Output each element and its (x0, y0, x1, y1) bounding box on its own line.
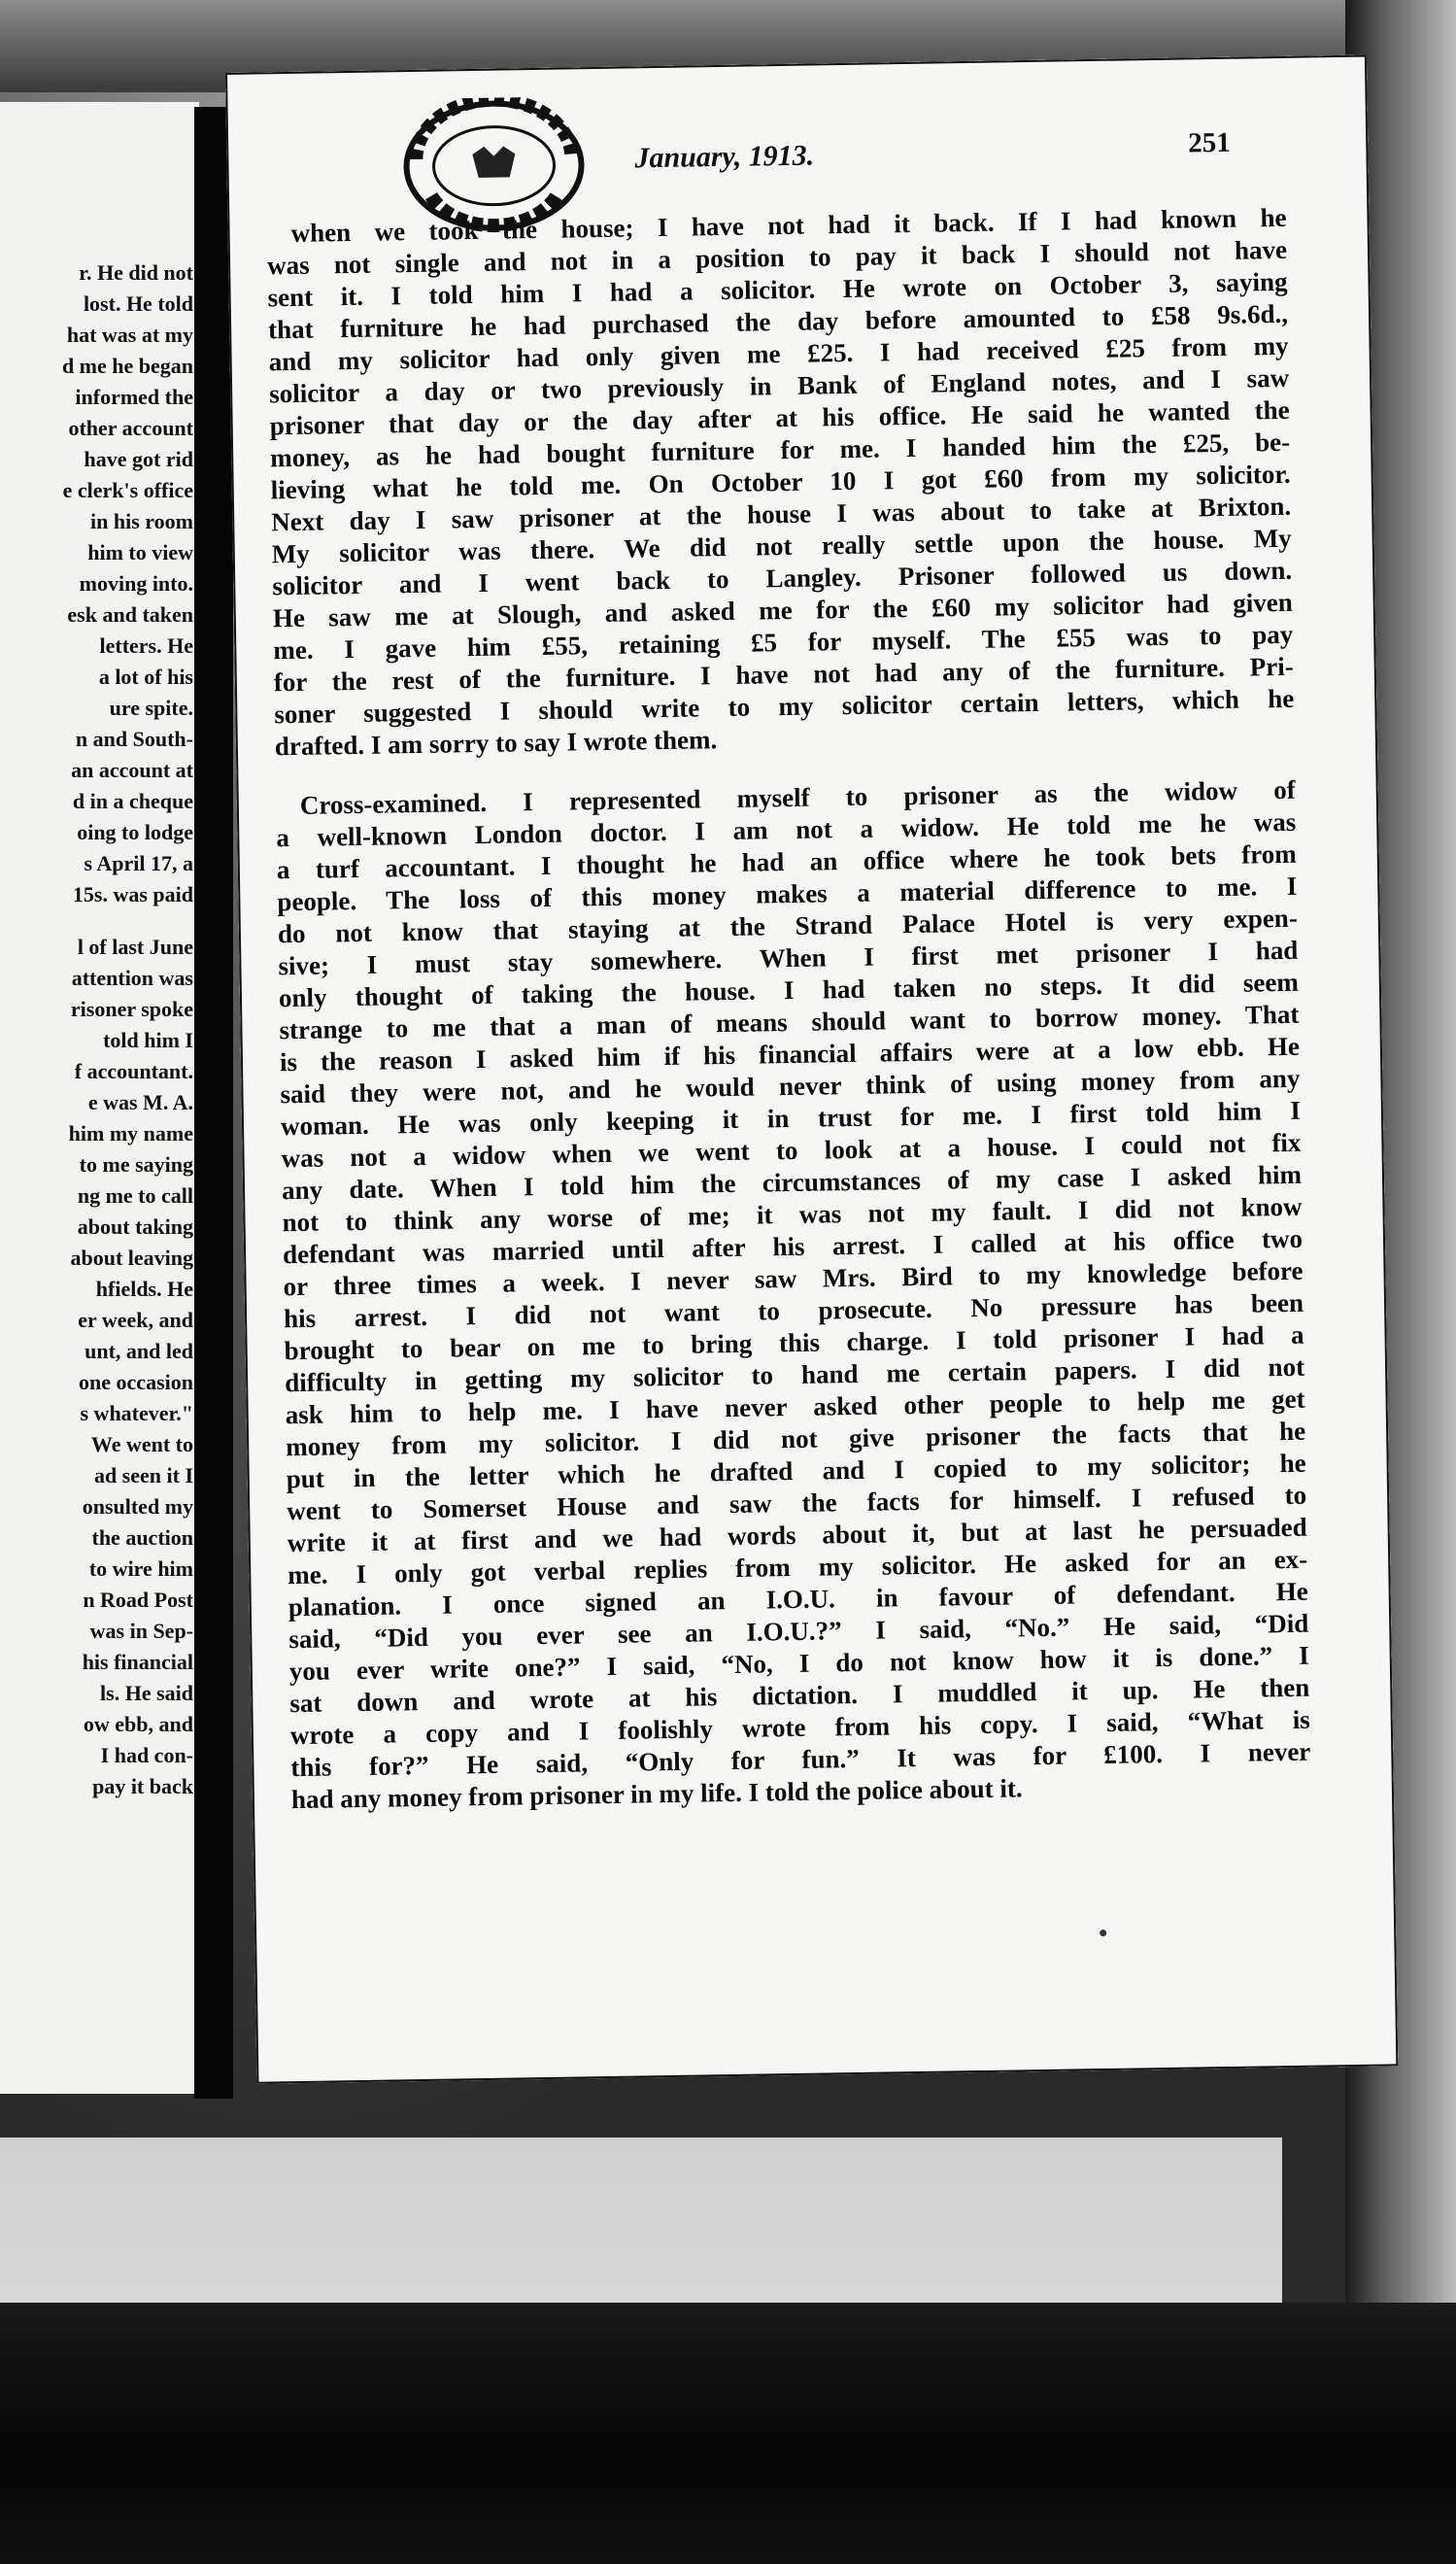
text-line: you ever write one?” I said, “No, I do not know how it is done.” I (288, 1640, 1309, 1687)
page-body (266, 202, 1311, 1816)
text-line: for the rest of the furniture. I have not had any of the furniture. Pri- (273, 651, 1294, 698)
left-page-line: s whatever." (80, 1401, 193, 1425)
left-page-line: oing to lodge (77, 820, 193, 844)
text-line: and my solicitor had only given me £25. I had received £25 from my (268, 330, 1289, 377)
left-page-line: We went to (90, 1432, 193, 1456)
left-page-line: told him I (103, 1028, 193, 1052)
left-page-line: e was M. A. (87, 1090, 193, 1114)
left-page-line: ad seen it I (93, 1463, 193, 1487)
text-line: strange to me that a man of means should want to borrow money. That (279, 999, 1300, 1045)
text-line: had any money from prisoner in my life. I told the police about it. (290, 1773, 1023, 1815)
left-page-text (0, 257, 193, 1802)
right-page (225, 55, 1398, 2084)
left-page-line: ls. He said (100, 1681, 193, 1705)
text-line: brought to bear on me to bring this charge. I told prisoner I had a (284, 1319, 1304, 1366)
text-line: a turf accountant. I thought he had an office where he took bets from (276, 838, 1297, 885)
text-line: ask him to help me. I have never asked other people to help me get (285, 1384, 1305, 1430)
text-line: do not know that staying at the Strand Palace Hotel is very expen- (277, 903, 1299, 949)
text-line: went to Somerset House and saw the facts for himself. I refused to (287, 1480, 1307, 1526)
left-page-line: e clerk's office (62, 478, 193, 502)
left-page-line: f accountant. (74, 1059, 193, 1083)
text-line: a well-known London doctor. I am not a widow. He told me he was (276, 806, 1297, 853)
text-line: sive; I must stay somewhere. When I first met prisoner I had (278, 935, 1299, 981)
paragraph-direct-testimony (266, 202, 1295, 763)
text-line: difficulty in getting my solicitor to hand me certain papers. I did not (284, 1351, 1305, 1398)
left-page-line: other account (68, 416, 193, 440)
text-line: any date. When I told him the circumstances of my case I asked him (281, 1159, 1303, 1206)
text-line: was not a widow when we went to look at a house. I could not fix (281, 1127, 1302, 1174)
left-page-line: to wire him (88, 1556, 193, 1581)
text-line: not to think any worse of me; it was not my fault. I did not know (282, 1191, 1303, 1238)
text-line: planation. I once signed an I.O.U. in favour of defendant. He (288, 1576, 1308, 1623)
text-line: wrote a copy and I foolishly wrote from his copy. I said, “What is (289, 1704, 1310, 1751)
left-page-line: him my name (68, 1121, 193, 1145)
left-page-line: an account at (71, 758, 193, 782)
text-line: money from my solicitor. I did not give prisoner the facts that he (285, 1416, 1306, 1462)
text-line: was not single and not in a position to pay it back I should not have (266, 234, 1288, 281)
left-page-line: have got rid (84, 447, 193, 471)
text-line: Cross-examined. I represented myself to prisoner as the widow of (299, 774, 1296, 820)
left-page-line: risoner spoke (70, 997, 193, 1021)
left-page-line: ng me to call (77, 1183, 193, 1208)
page-number: 251 (1188, 126, 1232, 159)
left-page-line: hat was at my (66, 323, 193, 347)
left-page-line: pay it back (92, 1774, 193, 1798)
text-line: when we took the house; I have not had it back. If I had known he (290, 202, 1287, 248)
left-page-line: him to view (87, 540, 193, 564)
left-page-line: about taking (77, 1214, 193, 1239)
left-page-line: about leaving (70, 1246, 193, 1270)
left-page-line: ure spite. (109, 696, 193, 720)
text-line: me. I only got verbal replies from my solicitor. He asked for an ex- (288, 1544, 1308, 1590)
left-page-line: 15s. was paid (72, 882, 193, 906)
left-page-line: d in a cheque (72, 789, 193, 813)
text-line: woman. He was only keeping it in trust for me. I first told him I (280, 1095, 1302, 1142)
left-page-line: in his room (90, 509, 193, 533)
left-page-line: the auction (91, 1525, 193, 1550)
text-line: me. I gave him £55, retaining £5 for myself. The £55 was to pay (273, 619, 1294, 666)
running-title: January, 1913. (634, 139, 815, 175)
left-page (0, 102, 199, 2094)
left-page-line: was in Sep- (89, 1619, 193, 1643)
left-page-line: unt, and led (85, 1339, 193, 1363)
left-page-line: hfields. He (95, 1277, 193, 1301)
left-page-line: I had con- (100, 1743, 193, 1767)
left-page-line: n Road Post (83, 1588, 193, 1612)
text-line: soner suggested I should write to my solicitor certain letters, which he (274, 683, 1295, 730)
left-page-line: attention was (71, 966, 193, 990)
text-line: defendant was married until after his arrest. I called at his office two (282, 1223, 1304, 1270)
left-page-line: esk and taken (67, 602, 193, 627)
film-lower-area (0, 2137, 1282, 2312)
left-page-line: one occasion (79, 1370, 193, 1394)
left-page-line: onsulted my (82, 1494, 193, 1519)
text-line: his arrest. I did not want to prosecute. No pressure has been (283, 1287, 1304, 1334)
text-line: He saw me at Slough, and asked me for the £60 my solicitor had given (272, 587, 1293, 633)
left-page-line: his financial (82, 1650, 193, 1674)
text-line: prisoner that day or the day after at his office. He said he wanted the (269, 394, 1290, 441)
left-page-line: letters. He (99, 633, 193, 658)
left-page-line: d me he began (61, 354, 193, 378)
text-line: people. The loss of this money makes a material difference to me. I (277, 871, 1298, 917)
text-line: sent it. I told him I had a solicitor. He wrote on October 3, saying (267, 266, 1288, 313)
text-line: or three times a week. I never saw Mrs. Bird to my knowledge before (283, 1255, 1304, 1302)
left-page-line: er week, and (78, 1308, 193, 1332)
text-line: sat down and wrote at his dictation. I muddled it up. He then (289, 1672, 1310, 1719)
left-page-line: to me saying (79, 1152, 193, 1177)
text-line: money, as he had bought furniture for me. I handed him the £25, be- (269, 427, 1291, 473)
left-page-line: ow ebb, and (83, 1712, 193, 1736)
text-line: said, “Did you ever see an I.O.U.?” I said, “No.” He said, “Did (288, 1608, 1309, 1655)
text-line: Next day I saw prisoner at the house I was about to take at Brixton. (271, 491, 1292, 537)
ink-speck (1100, 1930, 1106, 1936)
book-gutter (194, 107, 233, 2099)
text-line: write it at first and we had words about it, but at last he persuaded (287, 1512, 1307, 1558)
film-bottom-band (0, 2303, 1456, 2564)
text-line: My solicitor was there. We did not really settle upon the house. My (271, 523, 1292, 569)
left-page-line: n and South- (75, 727, 193, 751)
text-line: is the reason I asked him if his financial affairs were at a low ebb. He (279, 1031, 1301, 1077)
left-page-line: informed the (75, 385, 193, 409)
left-page-line: lost. He told (83, 291, 193, 316)
left-page-line: moving into. (79, 571, 193, 596)
left-page-line: s April 17, a (84, 851, 193, 875)
text-line: this for?” He said, “Only for fun.” It was for £100. I never (290, 1736, 1311, 1783)
left-page-line: a lot of his (98, 665, 193, 689)
left-page-line: l of last June (77, 935, 193, 959)
text-line: solicitor a day or two previously in Bank of England notes, and I saw (268, 362, 1290, 409)
left-page-line: r. He did not (79, 260, 193, 285)
text-line: solicitor and I went back to Langley. Prisoner followed us down. (272, 555, 1293, 601)
text-line: only thought of taking the house. I had taken no steps. It did seem (278, 967, 1300, 1013)
text-line: lieving what he told me. On October 10 I got £60 from my solicitor. (270, 459, 1291, 505)
text-line: put in the letter which he drafted and I copied to my solicitor; he (286, 1448, 1306, 1494)
text-line: said they were not, and he would never think of using money from any (280, 1063, 1301, 1110)
text-line: that furniture he had purchased the day before amounted to £58 9s.6d., (267, 298, 1289, 345)
text-line: drafted. I am sorry to say I wrote them. (274, 725, 718, 762)
paragraph-cross-examination (276, 774, 1311, 1816)
